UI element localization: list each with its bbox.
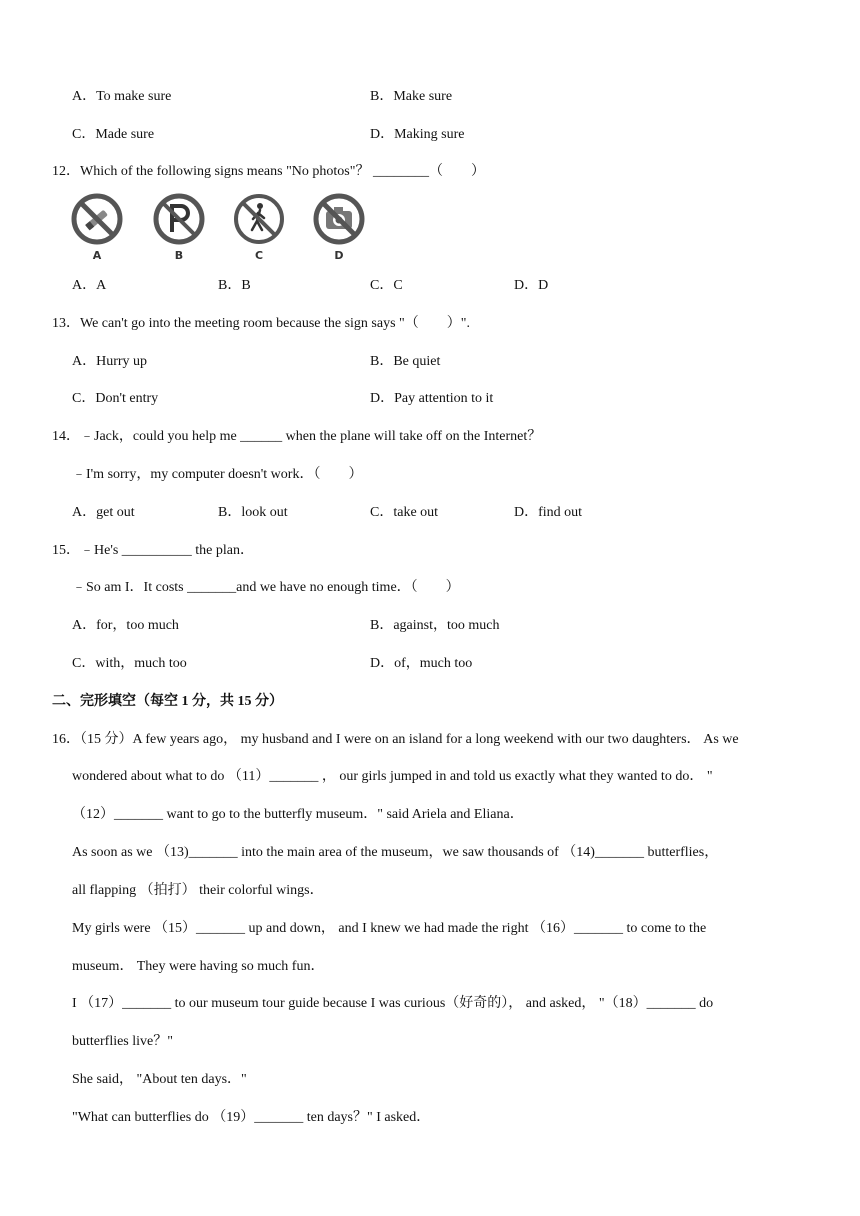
q15-option-b[interactable]: B．against，too much bbox=[370, 618, 500, 633]
no-smoking-icon bbox=[70, 192, 124, 246]
passage-line: （12）_______ want to go to the butterfly museum．" said Ariela and Eliana． bbox=[72, 807, 524, 822]
sign-d bbox=[312, 192, 366, 264]
passage-line: As soon as we （13)_______ into the main area of the museum，we saw thousands of （14)_______ butterflies， bbox=[72, 845, 719, 860]
sign-b-letter: B bbox=[174, 249, 184, 262]
q11-option-d[interactable]: D．Making sure bbox=[370, 127, 465, 142]
q13-option-d[interactable]: D．Pay attention to it bbox=[370, 391, 494, 406]
sign-d-letter: D bbox=[334, 249, 344, 262]
sign-c bbox=[232, 192, 286, 264]
passage-line: I （17）_______ to our museum tour guide because I was curious（好奇的）， and asked， "（18）_______ do bbox=[72, 996, 714, 1011]
passage-line: My girls were （15）_______ up and down， and I knew we had made the right （16）_______ to come to the bbox=[72, 921, 707, 936]
q11-option-b[interactable]: B．Make sure bbox=[370, 89, 453, 104]
q12-option-c[interactable]: C．C bbox=[370, 278, 403, 293]
passage-line: all flapping （拍打） their colorful wings． bbox=[72, 883, 324, 898]
q14-option-d[interactable]: D．find out bbox=[514, 505, 583, 520]
q12-option-d[interactable]: D．D bbox=[514, 278, 549, 293]
q13-option-a[interactable]: A．Hurry up bbox=[72, 354, 148, 369]
passage-line: 16．（15 分）A few years ago， my husband and I were on an island for a long weekend with our two daughters． As we bbox=[52, 732, 739, 747]
q15-line2: ﹣So am I．It costs _______and we have no enough time．（ ） bbox=[72, 580, 460, 595]
q12-option-b[interactable]: B．B bbox=[218, 278, 251, 293]
q14-line2: ﹣I'm sorry，my computer doesn't work．（ ） bbox=[72, 467, 363, 482]
q13-stem: 13．We can't go into the meeting room because the sign says "（ ）". bbox=[52, 316, 470, 331]
q11-option-c[interactable]: C．Made sure bbox=[72, 127, 155, 142]
q13-option-c[interactable]: C．Don't entry bbox=[72, 391, 159, 406]
q12-signs bbox=[70, 192, 370, 264]
sign-a bbox=[70, 192, 124, 264]
no-parking-icon bbox=[152, 192, 206, 246]
q14-option-b[interactable]: B．look out bbox=[218, 505, 288, 520]
no-photos-icon bbox=[312, 192, 366, 246]
q15-line1: 15．﹣He's __________ the plan． bbox=[52, 543, 255, 558]
sign-a-letter: A bbox=[92, 249, 102, 262]
passage-line: wondered about what to do （11）_______ ， our girls jumped in and told us exactly what they wanted to do． " bbox=[72, 769, 713, 784]
q14-option-c[interactable]: C．take out bbox=[370, 505, 439, 520]
q15-option-a[interactable]: A．for，too much bbox=[72, 618, 179, 633]
passage-line: She said， "About ten days．" bbox=[72, 1072, 247, 1087]
q15-option-c[interactable]: C．with，much too bbox=[72, 656, 187, 671]
passage-line: butterflies live？" bbox=[72, 1034, 173, 1049]
q11-option-a[interactable]: A．To make sure bbox=[72, 89, 172, 104]
no-pedestrians-icon bbox=[232, 192, 286, 246]
passage-line: "What can butterflies do （19）_______ ten days？" I asked． bbox=[72, 1110, 431, 1125]
q13-option-b[interactable]: B．Be quiet bbox=[370, 354, 441, 369]
section-heading: 二、完形填空（每空 1 分，共 15 分） bbox=[52, 694, 283, 709]
q14-line1: 14．﹣Jack，could you help me ______ when the plane will take off on the Internet？ bbox=[52, 429, 542, 444]
q12-stem: 12．Which of the following signs means "No photos"？ ________（ ） bbox=[52, 164, 485, 179]
q15-option-d[interactable]: D．of，much too bbox=[370, 656, 473, 671]
sign-c-letter: C bbox=[254, 249, 264, 262]
passage-line: museum． They were having so much fun． bbox=[72, 959, 325, 974]
q12-option-a[interactable]: A．A bbox=[72, 278, 107, 293]
q14-option-a[interactable]: A．get out bbox=[72, 505, 135, 520]
sign-b bbox=[152, 192, 206, 264]
